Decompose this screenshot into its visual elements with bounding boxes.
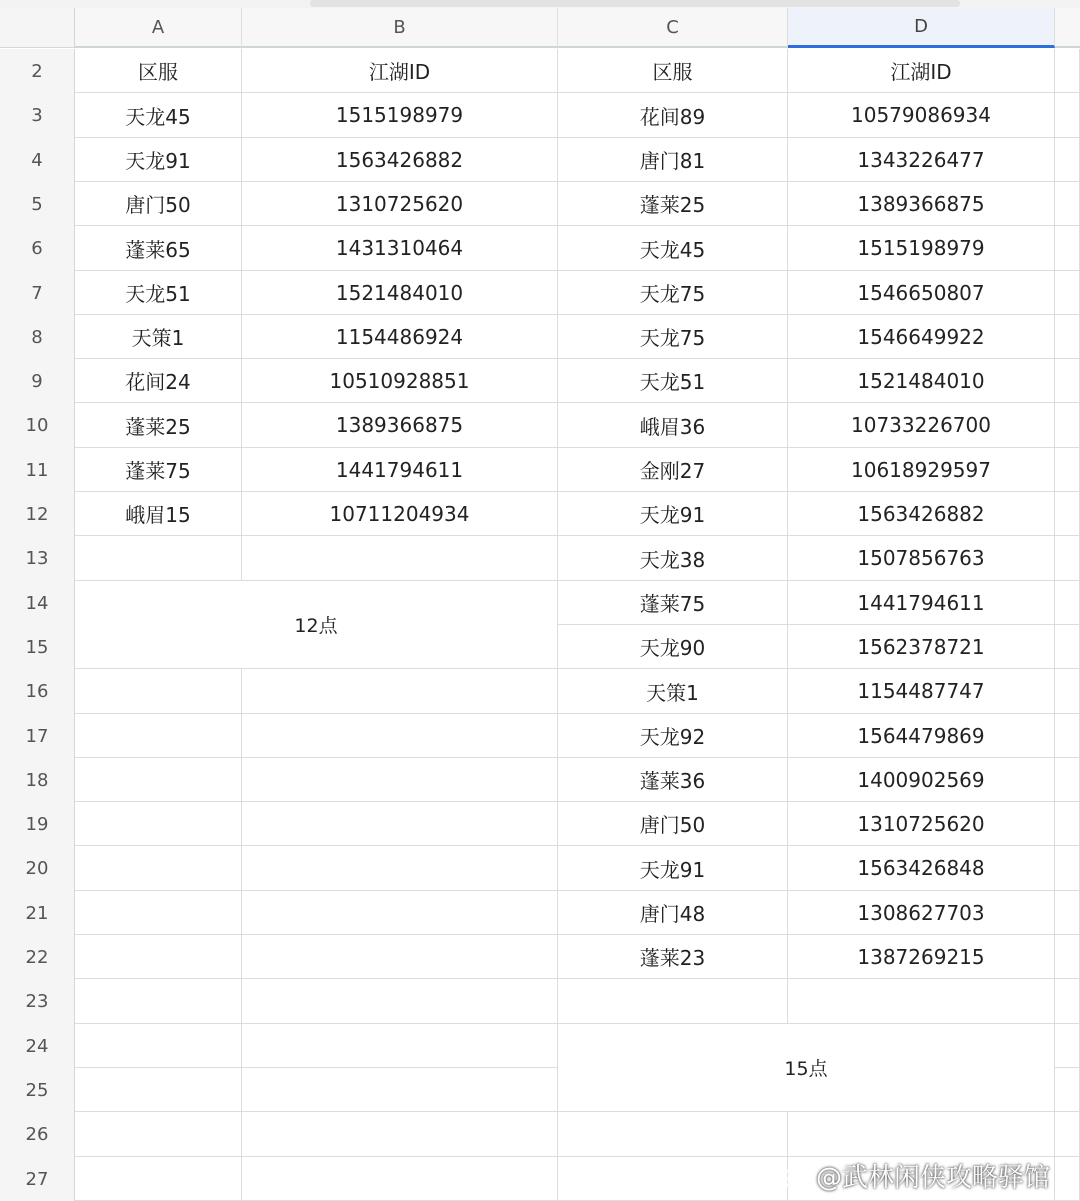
server-cell[interactable]: 天龙45 xyxy=(75,93,242,138)
id-cell[interactable]: 1562378721 xyxy=(788,625,1055,669)
empty-cell[interactable] xyxy=(242,1157,558,1201)
id-cell[interactable]: 10733226700 xyxy=(788,403,1055,448)
empty-cell[interactable] xyxy=(1055,802,1080,846)
column-title-cell[interactable]: 区服 xyxy=(75,49,242,93)
id-cell[interactable]: 1563426882 xyxy=(788,492,1055,536)
empty-cell[interactable] xyxy=(1055,492,1080,536)
empty-cell[interactable] xyxy=(1055,138,1080,182)
empty-cell[interactable] xyxy=(75,714,242,758)
row-header[interactable]: 7 xyxy=(0,271,75,315)
id-cell[interactable]: 1515198979 xyxy=(788,226,1055,271)
empty-cell[interactable] xyxy=(1055,271,1080,315)
row-header[interactable]: 4 xyxy=(0,138,75,182)
server-cell[interactable]: 天策1 xyxy=(75,315,242,359)
empty-cell[interactable] xyxy=(242,846,558,891)
server-cell[interactable]: 蓬莱75 xyxy=(75,448,242,492)
empty-cell[interactable] xyxy=(1055,758,1080,802)
row-header[interactable]: 2 xyxy=(0,49,75,93)
empty-cell[interactable] xyxy=(75,1068,242,1112)
empty-cell[interactable] xyxy=(558,1112,788,1157)
empty-cell[interactable] xyxy=(1055,1024,1080,1068)
server-cell[interactable]: 天龙91 xyxy=(75,138,242,182)
empty-cell[interactable] xyxy=(1055,581,1080,625)
server-cell[interactable]: 蓬莱65 xyxy=(75,226,242,271)
row-header[interactable]: 17 xyxy=(0,714,75,758)
empty-cell[interactable] xyxy=(1055,182,1080,226)
id-cell[interactable]: 1310725620 xyxy=(788,802,1055,846)
empty-cell[interactable] xyxy=(242,536,558,581)
id-cell[interactable]: 10618929597 xyxy=(788,448,1055,492)
empty-cell[interactable] xyxy=(1055,226,1080,271)
server-cell[interactable]: 唐门50 xyxy=(75,182,242,226)
id-cell[interactable]: 1441794611 xyxy=(242,448,558,492)
id-cell[interactable]: 10510928851 xyxy=(242,359,558,403)
id-cell[interactable]: 1546649922 xyxy=(788,315,1055,359)
server-cell[interactable]: 蓬莱36 xyxy=(558,758,788,802)
top-scrollbar-track xyxy=(0,0,1080,8)
empty-cell[interactable] xyxy=(1055,669,1080,714)
row-header[interactable]: 15 xyxy=(0,625,75,669)
empty-cell[interactable] xyxy=(1055,714,1080,758)
row-header[interactable]: 26 xyxy=(0,1112,75,1157)
empty-cell[interactable] xyxy=(788,979,1055,1024)
empty-cell[interactable] xyxy=(242,714,558,758)
empty-cell[interactable] xyxy=(1055,359,1080,403)
watermark xyxy=(780,1158,1050,1192)
column-title-cell[interactable]: 区服 xyxy=(558,49,788,93)
empty-cell[interactable] xyxy=(558,979,788,1024)
watermark-text: @武林闲侠攻略驿馆 xyxy=(816,1162,1051,1193)
id-cell[interactable]: 1387269215 xyxy=(788,935,1055,979)
server-cell[interactable]: 蓬莱23 xyxy=(558,935,788,979)
empty-cell[interactable] xyxy=(1055,315,1080,359)
server-cell[interactable]: 金刚27 xyxy=(558,448,788,492)
server-cell[interactable]: 蓬莱25 xyxy=(75,403,242,448)
row-header[interactable]: 8 xyxy=(0,315,75,359)
id-cell[interactable]: 1441794611 xyxy=(788,581,1055,625)
row-header[interactable]: 18 xyxy=(0,758,75,802)
server-cell[interactable]: 天龙45 xyxy=(558,226,788,271)
id-cell[interactable]: 1564479869 xyxy=(788,714,1055,758)
column-header-d[interactable]: D xyxy=(788,8,1055,48)
server-cell[interactable]: 花间24 xyxy=(75,359,242,403)
id-cell[interactable]: 10711204934 xyxy=(242,492,558,536)
empty-cell[interactable] xyxy=(242,802,558,846)
id-cell[interactable]: 1310725620 xyxy=(242,182,558,226)
server-cell[interactable]: 天龙91 xyxy=(558,492,788,536)
column-header-e[interactable] xyxy=(1055,8,1080,48)
weibo-icon xyxy=(780,1160,810,1190)
row-header[interactable]: 16 xyxy=(0,669,75,714)
server-cell[interactable]: 峨眉15 xyxy=(75,492,242,536)
id-cell[interactable]: 1563426848 xyxy=(788,846,1055,891)
row-header[interactable]: 19 xyxy=(0,802,75,846)
empty-cell[interactable] xyxy=(788,1112,1055,1157)
server-cell[interactable]: 天龙75 xyxy=(558,271,788,315)
server-cell[interactable]: 天龙38 xyxy=(558,536,788,581)
empty-cell[interactable] xyxy=(1055,979,1080,1024)
empty-cell[interactable] xyxy=(1055,536,1080,581)
empty-cell[interactable] xyxy=(242,891,558,935)
server-cell[interactable]: 天龙51 xyxy=(75,271,242,315)
id-cell[interactable]: 1400902569 xyxy=(788,758,1055,802)
merged-label-cell[interactable]: 12点 xyxy=(75,581,558,669)
empty-cell[interactable] xyxy=(75,758,242,802)
empty-cell[interactable] xyxy=(1055,846,1080,891)
empty-cell[interactable] xyxy=(242,669,558,714)
empty-cell[interactable] xyxy=(75,979,242,1024)
id-cell[interactable]: 1343226477 xyxy=(788,138,1055,182)
empty-cell[interactable] xyxy=(242,1024,558,1068)
row-header[interactable]: 9 xyxy=(0,359,75,403)
id-cell[interactable]: 1154487747 xyxy=(788,669,1055,714)
empty-cell[interactable] xyxy=(1055,1068,1080,1112)
empty-cell[interactable] xyxy=(1055,93,1080,138)
id-cell[interactable]: 1389366875 xyxy=(788,182,1055,226)
id-cell[interactable]: 1507856763 xyxy=(788,536,1055,581)
empty-cell[interactable] xyxy=(1055,49,1080,93)
column-title-cell[interactable]: 江湖ID xyxy=(242,49,558,93)
server-cell[interactable]: 唐门48 xyxy=(558,891,788,935)
row-header[interactable]: 5 xyxy=(0,182,75,226)
row-header[interactable]: 13 xyxy=(0,536,75,581)
empty-cell[interactable] xyxy=(242,979,558,1024)
server-cell[interactable]: 天龙75 xyxy=(558,315,788,359)
column-header-c[interactable]: C xyxy=(558,8,788,48)
server-cell[interactable]: 唐门50 xyxy=(558,802,788,846)
server-cell[interactable]: 蓬莱25 xyxy=(558,182,788,226)
empty-cell[interactable] xyxy=(1055,891,1080,935)
id-cell[interactable]: 1521484010 xyxy=(242,271,558,315)
server-cell[interactable]: 天策1 xyxy=(558,669,788,714)
empty-cell[interactable] xyxy=(75,1112,242,1157)
column-title-cell[interactable]: 江湖ID xyxy=(788,49,1055,93)
empty-cell[interactable] xyxy=(242,1112,558,1157)
server-cell[interactable]: 天龙51 xyxy=(558,359,788,403)
empty-cell[interactable] xyxy=(1055,625,1080,669)
merged-label-cell[interactable]: 15点 xyxy=(558,1024,1055,1112)
row-header[interactable]: 14 xyxy=(0,581,75,625)
id-cell[interactable]: 1515198979 xyxy=(242,93,558,138)
server-cell[interactable]: 峨眉36 xyxy=(558,403,788,448)
id-cell[interactable]: 10579086934 xyxy=(788,93,1055,138)
server-cell[interactable]: 花间89 xyxy=(558,93,788,138)
empty-cell[interactable] xyxy=(1055,935,1080,979)
empty-cell[interactable] xyxy=(242,1068,558,1112)
row-header[interactable]: 23 xyxy=(0,979,75,1024)
row-header[interactable]: 20 xyxy=(0,846,75,891)
id-cell[interactable]: 1546650807 xyxy=(788,271,1055,315)
id-cell[interactable]: 1389366875 xyxy=(242,403,558,448)
empty-cell[interactable] xyxy=(1055,448,1080,492)
row-header[interactable]: 10 xyxy=(0,403,75,448)
id-cell[interactable]: 1154486924 xyxy=(242,315,558,359)
row-header[interactable]: 6 xyxy=(0,226,75,271)
empty-cell[interactable] xyxy=(558,1157,788,1201)
id-cell[interactable]: 1308627703 xyxy=(788,891,1055,935)
empty-cell[interactable] xyxy=(75,891,242,935)
empty-cell[interactable] xyxy=(75,802,242,846)
row-header[interactable]: 24 xyxy=(0,1024,75,1068)
row-header[interactable]: 21 xyxy=(0,891,75,935)
empty-cell[interactable] xyxy=(75,669,242,714)
empty-cell[interactable] xyxy=(242,758,558,802)
column-header-a[interactable]: A xyxy=(75,8,242,48)
row-header[interactable]: 27 xyxy=(0,1157,75,1201)
horizontal-scrollbar[interactable] xyxy=(310,0,960,7)
server-cell[interactable]: 天龙91 xyxy=(558,846,788,891)
row-header[interactable]: 25 xyxy=(0,1068,75,1112)
empty-cell[interactable] xyxy=(1055,1157,1080,1201)
server-cell[interactable]: 蓬莱75 xyxy=(558,581,788,625)
empty-cell[interactable] xyxy=(75,846,242,891)
empty-cell[interactable] xyxy=(75,1157,242,1201)
empty-cell[interactable] xyxy=(75,935,242,979)
row-header[interactable]: 22 xyxy=(0,935,75,979)
server-cell[interactable]: 天龙90 xyxy=(558,625,788,669)
server-cell[interactable]: 唐门81 xyxy=(558,138,788,182)
server-cell[interactable]: 天龙92 xyxy=(558,714,788,758)
row-header[interactable]: 3 xyxy=(0,93,75,138)
empty-cell[interactable] xyxy=(75,1024,242,1068)
id-cell[interactable]: 1431310464 xyxy=(242,226,558,271)
select-all-corner[interactable] xyxy=(0,8,75,48)
empty-cell[interactable] xyxy=(242,935,558,979)
row-header[interactable]: 11 xyxy=(0,448,75,492)
row-header[interactable]: 12 xyxy=(0,492,75,536)
id-cell[interactable]: 1563426882 xyxy=(242,138,558,182)
empty-cell[interactable] xyxy=(1055,1112,1080,1157)
id-cell[interactable]: 1521484010 xyxy=(788,359,1055,403)
empty-cell[interactable] xyxy=(1055,403,1080,448)
column-header-b[interactable]: B xyxy=(242,8,558,48)
empty-cell[interactable] xyxy=(75,536,242,581)
